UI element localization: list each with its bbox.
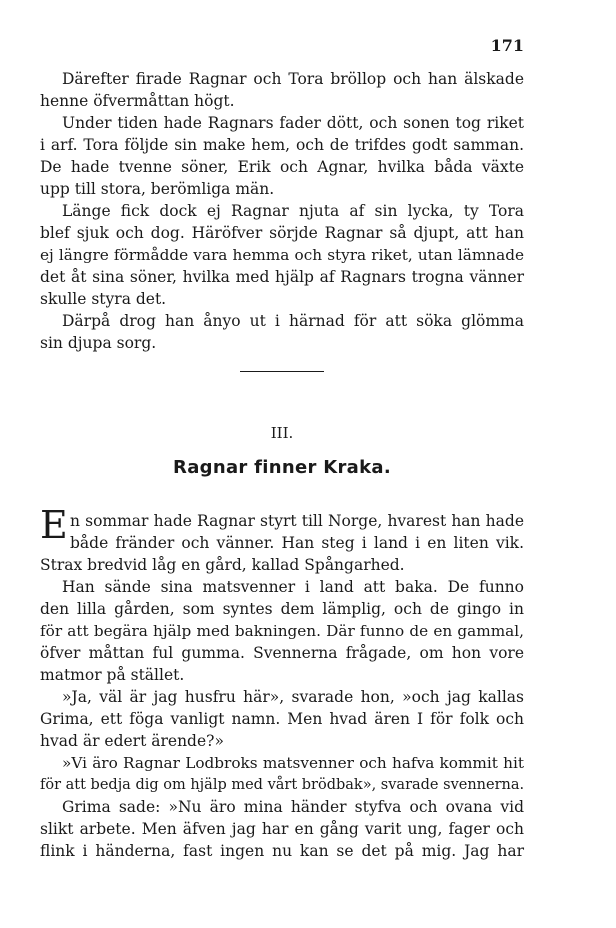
text-line: det åt sina söner, hvilka med hjälp af Ragnars trogna vänner — [40, 268, 524, 286]
text-block-top — [40, 68, 524, 354]
text-line: n sommar hade Ragnar styrt till Norge, hvarest han hade — [70, 512, 524, 530]
text-line: för att bedja dig om hjälp med vårt brödbak», svarade svennerna. — [40, 777, 525, 793]
text-block-bottom — [40, 510, 524, 862]
text-line: slikt arbete. Men äfven jag har en gång varit ung, fager och — [40, 820, 524, 838]
drop-cap: E — [40, 503, 68, 547]
text-line: upp till stora, berömliga män. — [40, 180, 275, 198]
text-line: både fränder och vänner. Han steg i land i en liten vik. — [70, 534, 524, 552]
text-line: Under tiden hade Ragnars fader dött, och sonen tog riket — [62, 114, 524, 132]
text-line: den lilla gården, som syntes dem lämplig, och de gingo in — [40, 600, 524, 618]
text-line: skulle styra det. — [40, 290, 167, 308]
text-line: Strax bredvid låg en gård, kallad Spångarhed. — [40, 556, 405, 574]
text-line: Därpå drog han ånyo ut i härnad för att söka glömma — [62, 312, 524, 330]
text-line: Länge fick dock ej Ragnar njuta af sin lycka, ty Tora — [62, 202, 524, 220]
text-line: för att begära hjälp med bakningen. Där funno de en gammal, — [40, 622, 524, 640]
text-line: öfver måttan ful gumma. Svennerna frågade, om hon vore — [40, 644, 524, 662]
text-line: hvad är edert ärende?» — [40, 732, 224, 750]
text-line: flink i händerna, fast ingen nu kan se det på mig. Jag har — [40, 842, 524, 860]
chapter-number: III. — [270, 424, 294, 442]
page-number: 171 — [490, 36, 524, 55]
chapter-title: Ragnar finner Kraka. — [173, 457, 391, 478]
text-line: i arf. Tora följde sin make hem, och de trifdes godt samman. — [40, 136, 524, 154]
text-line: Grima, ett föga vanligt namn. Men hvad ären I för folk och — [40, 710, 524, 728]
text-line: De hade tvenne söner, Erik och Agnar, hvilka båda växte — [40, 158, 524, 176]
text-line: Därefter firade Ragnar och Tora bröllop och han älskade — [62, 70, 524, 88]
text-line: blef sjuk och dog. Häröfver sörjde Ragnar så djupt, att han — [40, 224, 524, 242]
text-line: Han sände sina matsvenner i land att baka. De funno — [62, 578, 524, 596]
book-page — [40, 0, 524, 928]
text-line: henne öfvermåttan högt. — [40, 92, 235, 110]
text-line: »Vi äro Ragnar Lodbroks matsvenner och hafva kommit hit — [62, 754, 524, 772]
text-line: ej längre förmådde vara hemma och styra riket, utan lämnade — [40, 246, 524, 264]
text-line: matmor på stället. — [40, 666, 185, 684]
section-divider — [240, 371, 324, 372]
text-line: sin djupa sorg. — [40, 334, 157, 352]
text-line: Grima sade: »Nu äro mina händer styfva och ovana vid — [62, 798, 524, 816]
text-line: »Ja, väl är jag husfru här», svarade hon, »och jag kallas — [62, 688, 524, 706]
